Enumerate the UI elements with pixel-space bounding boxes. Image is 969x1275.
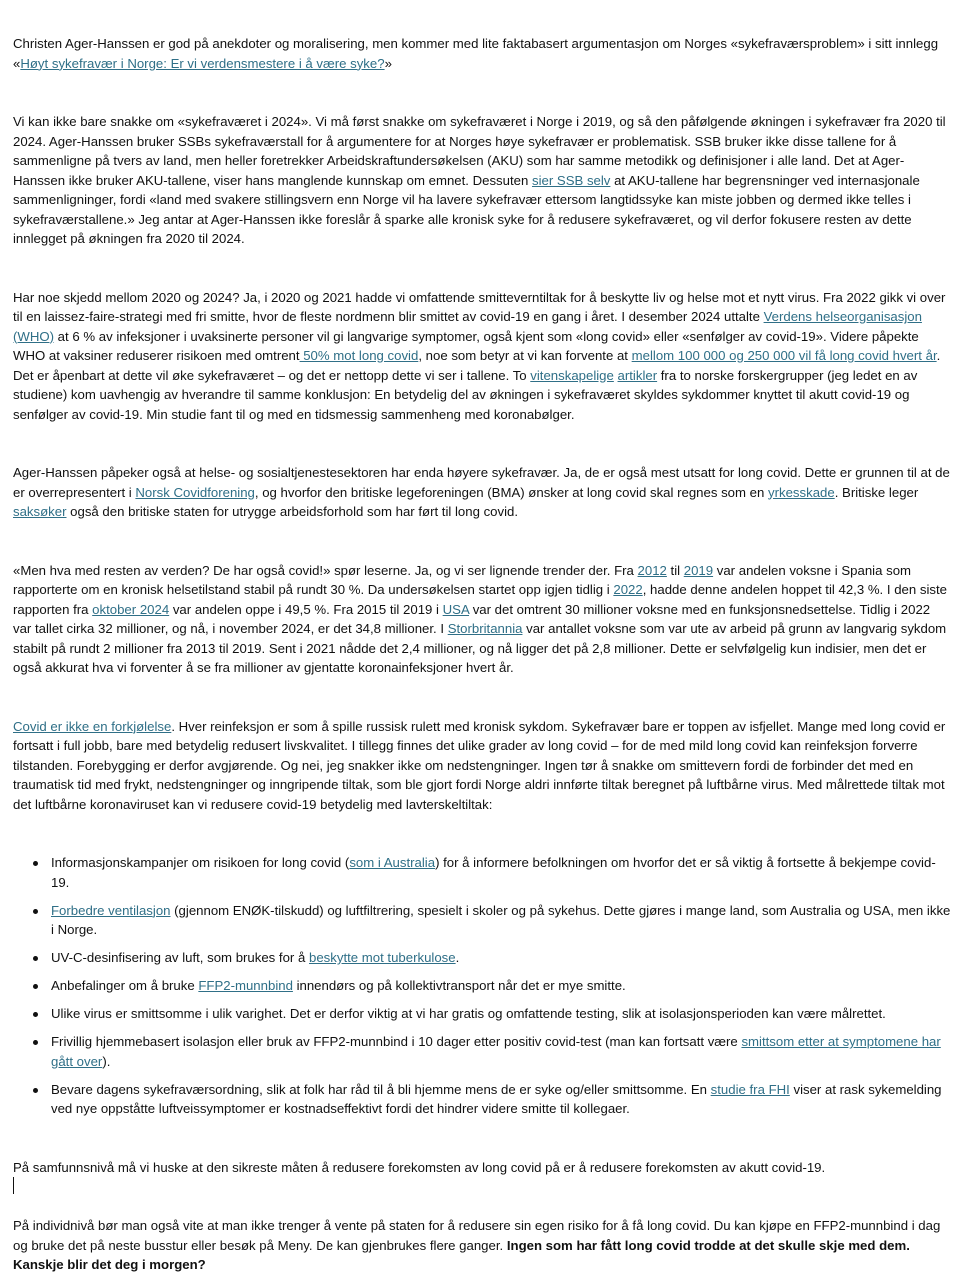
- paragraph-samfunn: [13, 1158, 951, 1178]
- paragraph-who: [13, 288, 951, 425]
- link-2019[interactable]: 2019: [683, 562, 714, 578]
- closing-bold-text: Ingen som har fått long covid trodde at det skulle skje med dem. Kanskje blir det deg i morgen?: [13, 1237, 910, 1272]
- link-2022[interactable]: 2022: [613, 582, 643, 597]
- link-50-percent[interactable]: 50% mot long covid: [299, 348, 419, 363]
- text: , noe som betyr at vi kan forvente at: [418, 348, 632, 363]
- link-2012[interactable]: 2012: [637, 562, 667, 578]
- link-who[interactable]: Verdens helseorganisasjon (WHO): [13, 309, 922, 344]
- link-tuberkulose[interactable]: beskytte mot tuberkulose: [309, 950, 456, 965]
- text: .: [455, 950, 460, 965]
- text: . Det er åpenbart at dette vil øke sykefraværet – og det er nettopp dette vi ser i tallene. To: [13, 348, 941, 383]
- text: var andelen voksne i Spania som rapporterte om en kronisk helsetilstand stabil på rundt 30 %. Da undersøkelsen startet opp igjen tidlig i: [13, 562, 912, 597]
- text: Informasjonskampanjer om risikoen for long covid (: [51, 855, 350, 870]
- text: var det omtrent 30 millioner voksne med en funksjonsnedsettelse. Tidlig i 2022 var tallet cirka 32 millioner, og nå, i november 2024, er det 34,8 millioner. I: [13, 601, 931, 636]
- list-item: [13, 948, 951, 968]
- text: Har noe skjedd mellom 2020 og 2024? Ja, i 2020 og 2021 hadde vi omfattende smitteverntiltak for å beskytte liv og helse mot et nytt virus. Fra 2022 gikk vi over til en laissez-faire-strategi med fri smitte, hvor de fleste nordmenn blir smittet av covid-19 en gang i året. I desember 2024 uttalte: [13, 289, 946, 324]
- text: Frivillig hjemmebasert isolasjon eller bruk av FFP2-munnbind i 10 dager etter positiv covid-test (man kan fortsatt være: [51, 1034, 742, 1049]
- paragraph-world: [13, 561, 951, 678]
- link-ffp2-munnbind[interactable]: FFP2-munnbind: [198, 978, 293, 993]
- text: var andelen oppe i 49,5 %. Fra 2015 til 2019 i: [169, 601, 443, 617]
- text: (gjennom ENØK-tilskudd) og luftfiltrering, spesielt i skoler og på sykehus. Dette gjøres i mange land, som Australia og USA, men ikke i Norge.: [51, 902, 951, 937]
- paragraph-individ: [13, 1216, 951, 1275]
- text: , hadde denne andelen hoppet til 42,3 %. I den siste rapporten fra: [13, 582, 947, 617]
- text: . Hver reinfeksjon er som å spille russisk rulett med kronisk sykdom. Sykefravær bare er toppen av isfjellet. Mange med long covid er fortsatt i full jobb, bare med betydelig redusert livskvalitet. I tillegg finnes det ulike grader av long covid – for de med mild long covid kan reinfeksjon forverre tilstanden. Forebygging er derfor avgjørende. Og nei, jeg snakker ikke om nedstengninger. Ingen tør å snakke om smittevern fordi de forbinder det med en traumatisk tid med frykt, nedstengninger og inngripende tiltak, som ble gjort fordi Norge aldri innførte tiltak beregnet på luftbårne virus. Med målrettede tiltak mot det luftbårne koronaviruset kan vi redusere covid-19 betydelig med lavterskeltiltak:: [13, 718, 946, 812]
- link-oktober-2024[interactable]: oktober 2024: [92, 601, 170, 617]
- link-usa[interactable]: USA: [442, 601, 470, 617]
- measures-list: [13, 853, 951, 1119]
- text: Ulike virus er smittsomme i ulik varighet. Det er derfor viktig at vi har gratis og omfattende testing, slik at isolasjonsperioden kan være målrettet.: [51, 1006, 886, 1021]
- paragraph-forebygging: [13, 717, 951, 815]
- list-item: [13, 853, 951, 892]
- text: UV-C-desinfisering av luft, som brukes for å: [51, 950, 309, 965]
- text: Bevare dagens sykefraværsordning, slik at folk har råd til å bli hjemme mens de er syke og/eller smittsomme. En: [51, 1081, 711, 1097]
- link-long-covid-estimate[interactable]: mellom 100 000 og 250 000 vil få long covid hvert år: [631, 348, 937, 363]
- link-covidforening[interactable]: Norsk Covidforening: [135, 484, 255, 500]
- text: at 6 % av infeksjoner i uvaksinerte personer vil gi langvarige symptomer, også kjent som «long covid» eller «senfølger av covid-19». Videre påpekte WHO at vaksiner reduserer risikoen med omtrent: [13, 328, 919, 363]
- link-artikler[interactable]: artikler: [617, 367, 658, 383]
- text-cursor: [13, 1177, 14, 1194]
- text: også den britiske staten for utrygge arbeidsforhold som har ført til long covid.: [66, 504, 519, 519]
- list-item: [13, 901, 951, 940]
- text: . Britiske leger: [834, 484, 919, 500]
- link-forbedre-ventilasjon[interactable]: Forbedre ventilasjon: [51, 902, 171, 918]
- link-ssb[interactable]: sier SSB selv: [531, 172, 611, 188]
- list-item: [13, 1004, 951, 1024]
- list-item: [13, 1080, 951, 1119]
- text: Anbefalinger om å bruke: [51, 978, 199, 993]
- paragraph-ssb: [13, 112, 951, 249]
- intro-paragraph: [13, 34, 951, 73]
- text: ) for å informere befolkningen om hvorfor det er så viktig å fortsette å bekjempe covid-19.: [51, 855, 936, 890]
- text: Vi kan ikke bare snakke om «sykefraværet i 2024». Vi må først snakke om sykefraværet i Norge i 2019, og så den påfølgende økningen i sykefravær fra 2020 til 2024. Ager-Hanssen bruker SSBs sykefraværstall for å argumentere for at Norges høye sykefravær er problematisk. SSB bruker ikke disse tallene for å sammenligne på tvers av land, men heller foretrekker Arbeidskraftundersøkelsen (AKU) som har samme metodikk og definisjoner i alle land. Det at Ager-Hanssen ikke bruker AKU-tallene, viser hans manglende kunnskap om emnet. Dessuten: [13, 114, 946, 188]
- text: ).: [102, 1053, 111, 1069]
- text: fra to norske forskergrupper (jeg ledet en av studiene) kom uavhengig av hverandre til samme konklusjon: En betydelig del av økningen i sykefraværet skyldes sykdommer knyttet til akutt covid-19 og senfølger av covid-19. Min studie fant til og med en tidsmessig sammenheng med koronabølger.: [13, 367, 918, 422]
- text: «Men hva med resten av verden? De har også covid!» spør leserne. Ja, og vi ser lignende trender der. Fra: [13, 562, 638, 578]
- link-storbritannia[interactable]: Storbritannia: [447, 621, 523, 636]
- link-saksoker[interactable]: saksøker: [13, 504, 67, 519]
- text: viser at rask sykemelding ved nye oppståtte luftveissymptomer er kostnadseffektivt fordi det hindrer videre smitte til kollegaer.: [51, 1081, 942, 1116]
- text: På samfunnsnivå må vi huske at den sikreste måten å redusere forekomsten av long covid på er å redusere forekomsten av akutt covid-19.: [13, 1159, 826, 1175]
- text: innendørs og på kollektivtransport når det er mye smitte.: [292, 978, 626, 993]
- link-som-i-australia[interactable]: som i Australia: [349, 855, 436, 870]
- text: til: [666, 562, 684, 578]
- link-studie-fhi[interactable]: studie fra FHI: [710, 1081, 790, 1097]
- link-vitenskapelige[interactable]: vitenskapelige: [530, 367, 614, 383]
- article-link-hoyt-sykefravaer[interactable]: Høyt sykefravær i Norge: Er vi verdensmestere i å være syke?: [20, 55, 385, 71]
- text: På individnivå bør man også vite at man ikke trenger å vente på staten for å redusere sin egen risiko for å få long covid. Du kan kjøpe en FFP2-munnbind i dag og bruke det på neste busstur eller besøk på Meny. De kan gjenbrukes flere ganger.: [13, 1218, 941, 1253]
- paragraph-helse: [13, 463, 951, 522]
- list-item: [13, 1032, 951, 1071]
- text: »: [384, 55, 392, 71]
- link-covid-ikke-forkjolelse[interactable]: Covid er ikke en forkjølelse: [13, 718, 172, 734]
- article-body: [13, 34, 951, 1275]
- link-smittsom-etter-symptomer[interactable]: smittsom etter at symptomene har gått over: [51, 1034, 941, 1069]
- text: var antallet voksne som var ute av arbeid på grunn av langvarig sykdom stabilt på rundt 2 millioner fra 2013 til 2019. Sent i 2021 nådde det 2,4 millioner, og nå ligger det på 2,8 millioner. Dette er selvfølgelig kun indisier, men det er også akkurat hva vi forventer å se fra millioner av gjentatte koronainfeksjoner hvert år.: [13, 621, 947, 675]
- text: , og hvorfor den britiske legeforeningen (BMA) ønsker at long covid skal regnes som en: [254, 484, 768, 500]
- text: Christen Ager-Hanssen er god på anekdoter og moralisering, men kommer med lite faktabasert argumentasjon om Norges «sykefraværsproblem» i sitt innlegg «: [13, 36, 939, 71]
- text: Ager-Hanssen påpeker også at helse- og sosialtjenestesektoren har enda høyere sykefravær. Ja, de er også mest utsatt for long covid. Dette er grunnen til at de er overrepresentert i: [13, 465, 950, 500]
- link-yrkesskade[interactable]: yrkesskade: [768, 484, 835, 500]
- text: at AKU-tallene har begrensninger ved internasjonale sammenligninger, fordi «land med svakere stillingsvern enn Norge vil ha lavere sykefravær ettersom langtidssyke kan miste jobben og dermed ikke telles i sykefraværstallene.» Jeg antar at Ager-Hanssen ikke foreslår å sparke alle kronisk syke for å redusere sykefraværet, og vil derfor fokusere resten av dette innlegget på økningen fra 2020 til 2024.: [13, 172, 920, 246]
- list-item: [13, 976, 951, 996]
